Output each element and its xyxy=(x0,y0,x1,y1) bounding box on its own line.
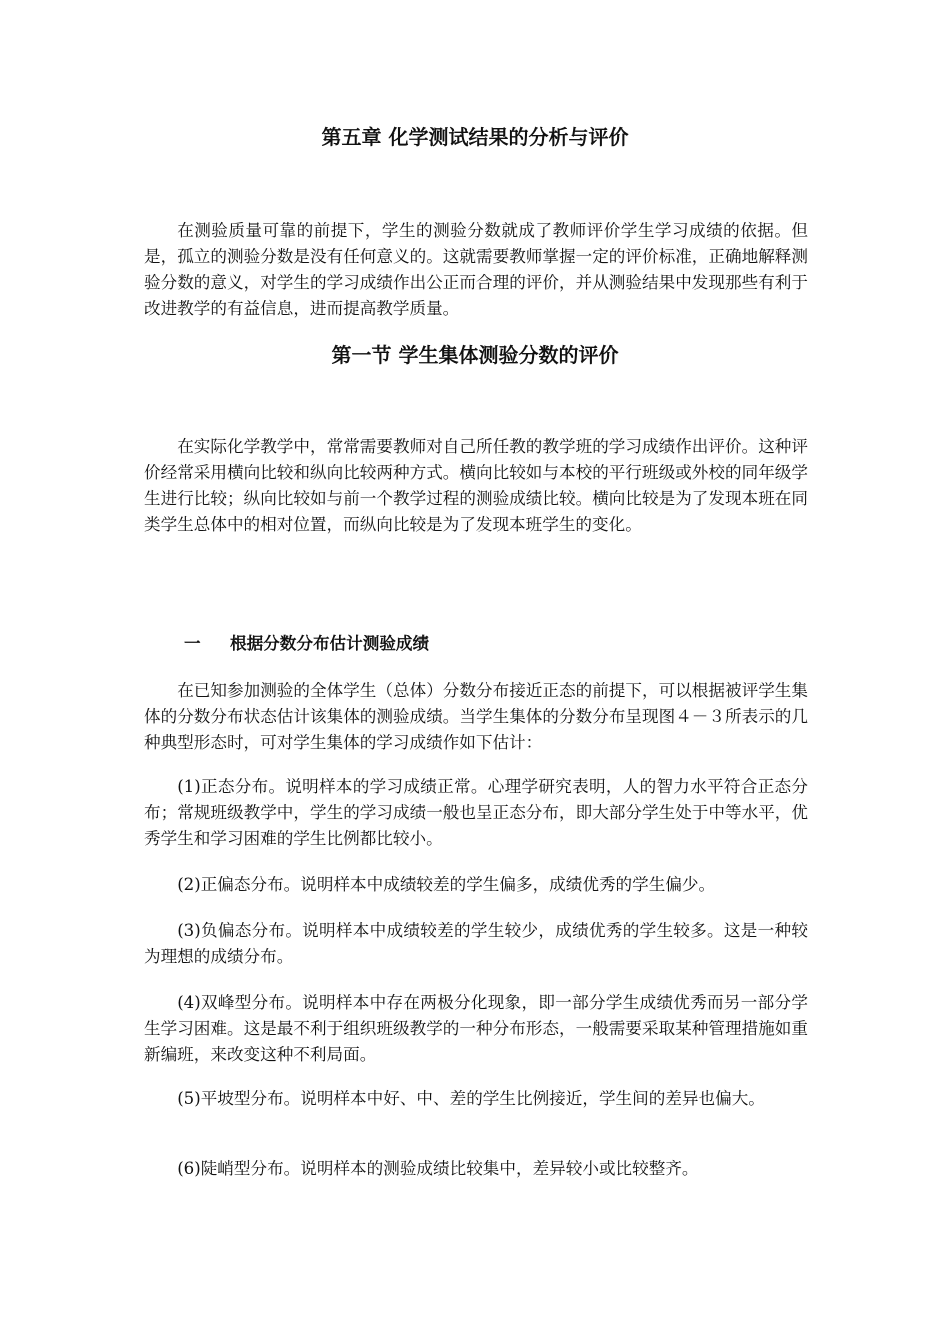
intro-paragraph: 在测验质量可靠的前提下，学生的测验分数就成了教师评价学生学习成绩的依据。但是，孤立的测验分数是没有任何意义的。这就需要教师掌握一定的评价标准，正确地解释测验分数的意义，对学生的学习成绩作出公正而合理的评价，并从测验结果中发现那些有利于改进教学的有益信息，进而提高教学质量。 xyxy=(144,221,808,318)
list-item: (4)双峰型分布。说明样本中存在两极分化现象，即一部分学生成绩优秀而另一部分学生学习困难。这是最不利于组织班级教学的一种分布形态，一般需要采取某种管理措施如重新编班，来改变这种不利局面。 xyxy=(144,993,808,1064)
section-paragraph: 在实际化学教学中，常常需要教师对自己所任教的教学班的学习成绩作出评价。这种评价经常采用横向比较和纵向比较两种方式。横向比较如与本校的平行班级或外校的同年级学生进行比较；纵向比较如与前一个教学过程的测验成绩比较。横向比较是为了发现本班在同类学生总体中的相对位置，而纵向比较是为了发现本班学生的变化。 xyxy=(144,437,808,534)
chapter-title: 第五章 化学测试结果的分析与评价 xyxy=(321,125,629,149)
list-item: (6)陡峭型分布。说明样本的测验成绩比较集中，差异较小或比较整齐。 xyxy=(177,1159,699,1178)
list-item: (2)正偏态分布。说明样本中成绩较差的学生偏多，成绩优秀的学生偏少。 xyxy=(177,875,716,894)
subsection-paragraph: 在已知参加测验的全体学生（总体）分数分布接近正态的前提下，可以根据被评学生集体的分数分布状态估计该集体的测验成绩。当学生集体的分数分布呈现图４－３所表示的几种典型形态时，可对学生集体的学习成绩作如下估计： xyxy=(144,681,808,752)
subsection-heading xyxy=(184,630,429,656)
subsection-title: 根据分数分布估计测验成绩 xyxy=(230,633,430,653)
section-title: 第一节 学生集体测验分数的评价 xyxy=(331,343,619,367)
list-item: (1)正态分布。说明样本的学习成绩正常。心理学研究表明，人的智力水平符合正态分布；常规班级教学中，学生的学习成绩一般也呈正态分布，即大部分学生处于中等水平，优秀学生和学习困难的学生比例都比较小。 xyxy=(144,777,808,848)
list-item: (3)负偏态分布。说明样本中成绩较差的学生较少，成绩优秀的学生较多。这是一种较为理想的成绩分布。 xyxy=(144,921,808,966)
list-item: (5)平坡型分布。说明样本中好、中、差的学生比例接近，学生间的差异也偏大。 xyxy=(177,1089,765,1108)
subsection-number: 一 xyxy=(184,633,201,653)
